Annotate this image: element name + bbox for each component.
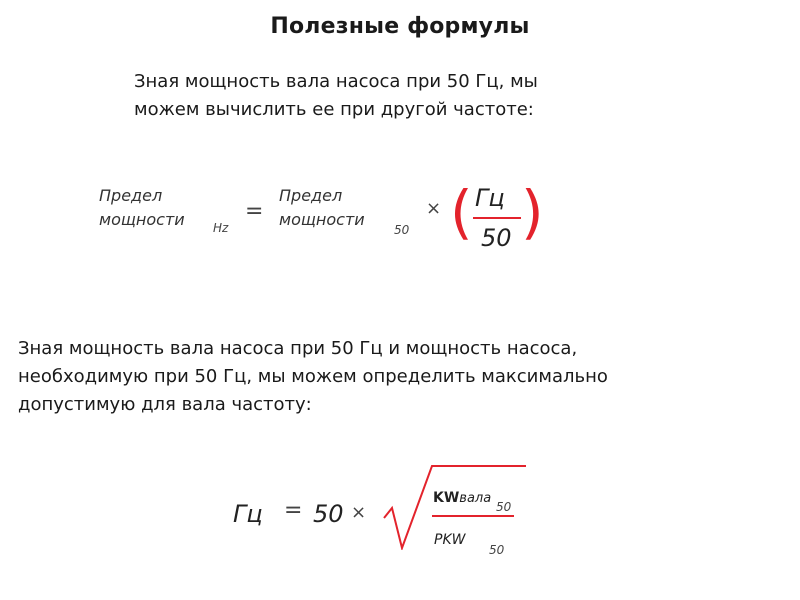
f2-den-subscript: 50 [489,543,505,557]
intro-2-line-2: необходимую при 50 Гц, мы можем определить максимально [18,366,608,387]
f2-numerator [433,490,491,506]
left-paren: ( [450,178,473,246]
intro-paragraph-2 [18,335,608,419]
lhs-subscript: Hz [213,221,229,235]
right-paren: ) [521,178,544,246]
f2-denominator: PKW [434,532,466,548]
f2-equals: = [284,498,303,523]
f2-times: × [351,502,367,523]
fraction-bar [473,217,521,219]
f2-num-subscript: 50 [496,500,512,514]
fraction-denominator: 50 [481,224,512,252]
f2-lhs: Гц [233,500,263,528]
rhs-word-2: мощности [279,210,365,229]
times-sign: × [426,198,442,219]
fraction-numerator: Гц [475,184,505,212]
rhs-word-1: Предел [279,186,343,205]
lhs-word-1: Предел [99,186,163,205]
page-title: Полезные формулы [270,14,530,39]
f2-num-word: вала [459,491,492,506]
intro-paragraph-1 [134,68,538,124]
equals-sign: = [245,199,264,224]
intro-1-line-1: Зная мощность вала насоса при 50 Гц, мы [134,71,538,92]
rhs-subscript: 50 [394,223,410,237]
f2-coefficient: 50 [313,500,344,528]
f2-num-kw: KW [433,490,460,506]
f2-fraction-bar [432,515,514,517]
intro-2-line-3: допустимую для вала частоту: [18,394,312,415]
intro-1-line-2: можем вычислить ее при другой частоте: [134,99,534,120]
lhs-word-2: мощности [99,210,185,229]
intro-2-line-1: Зная мощность вала насоса при 50 Гц и мощность насоса, [18,338,578,359]
